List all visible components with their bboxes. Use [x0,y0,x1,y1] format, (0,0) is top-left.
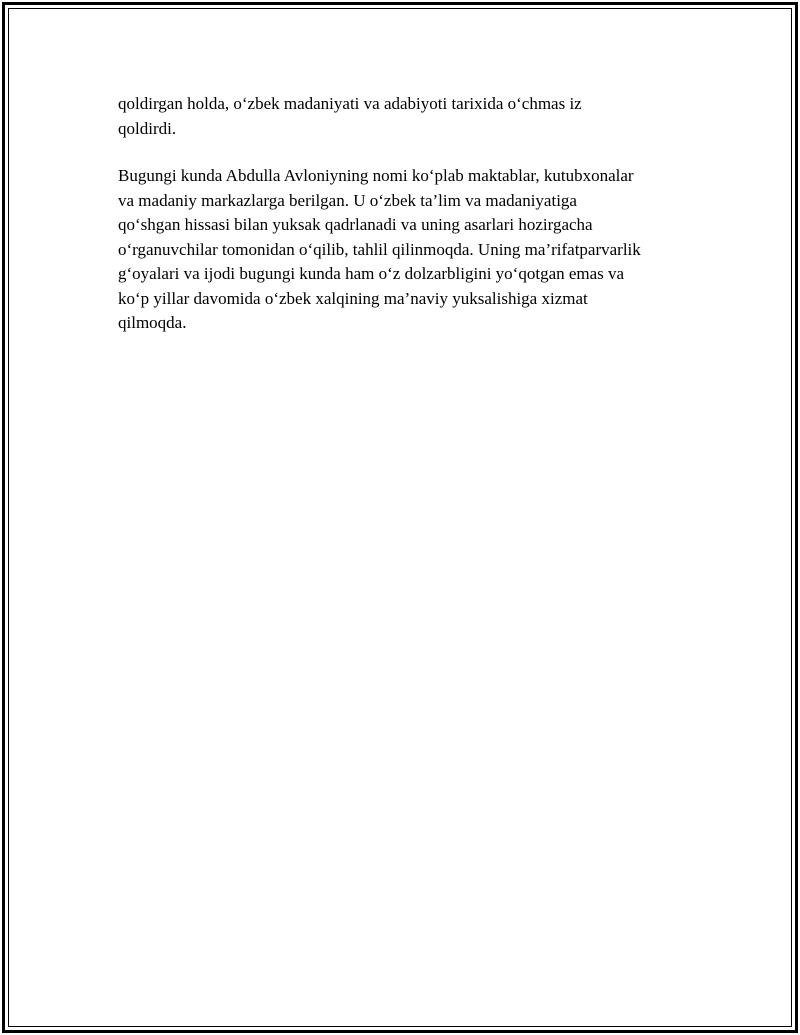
paragraph-legacy: Bugungi kunda Abdulla Avloniyning nomi ko‘plab maktablar, kutubxonalar va madaniy markazlarga berilgan. U o‘zbek ta’lim va madaniyatiga qo‘shgan hissasi bilan yuksak qadrlanadi va uning asarlari hozirgacha o‘rganuvchilar tomonidan o‘qilib, tahlil qilinmoqda. Uning ma’rifatparvarlik g‘oyalari va ijodi bugungi kunda ham o‘z dolzarbligini yo‘qotgan emas va ko‘p yillar davomida o‘zbek xalqining ma’naviy yuksalishiga xizmat qilmoqda. [118,166,641,332]
paragraph-continuation: qoldirgan holda, o‘zbek madaniyati va adabiyoti tarixida o‘chmas iz qoldirdi. [118,94,582,138]
document-body [118,92,708,336]
